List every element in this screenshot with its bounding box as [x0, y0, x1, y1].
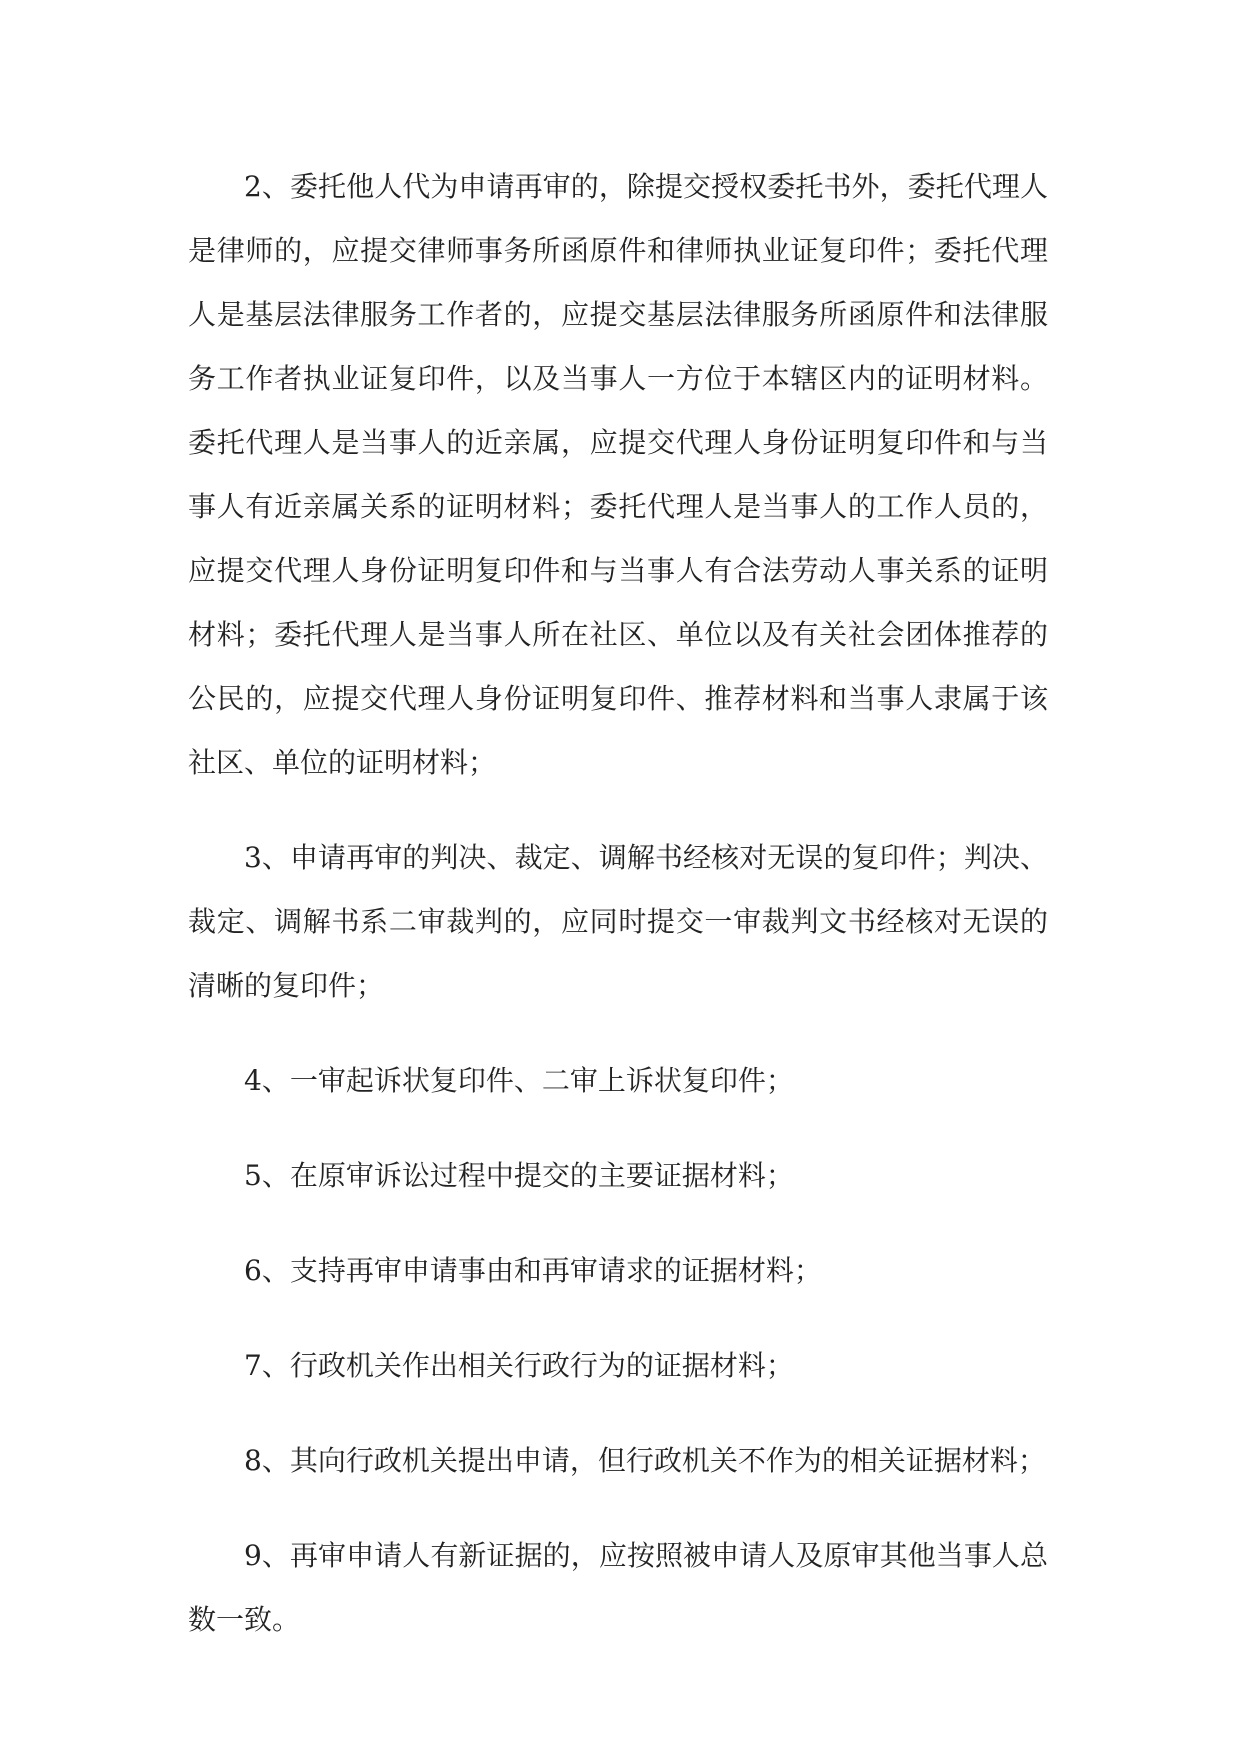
document-body	[188, 155, 1048, 1683]
list-item-4: 4、一审起诉状复印件、二审上诉状复印件；	[244, 1064, 794, 1097]
list-item-9: 9、再审申请人有新证据的，应按照被申请人及原审其他当事人总数一致。	[188, 1539, 1048, 1636]
list-item-3: 3、申请再审的判决、裁定、调解书经核对无误的复印件；判决、裁定、调解书系二审裁判的，应同时提交一审裁判文书经核对无误的清晰的复印件；	[188, 841, 1048, 1002]
list-item-5: 5、在原审诉讼过程中提交的主要证据材料；	[244, 1159, 794, 1192]
list-item-7: 7、行政机关作出相关行政行为的证据材料；	[244, 1349, 794, 1382]
list-item-2: 2、委托他人代为申请再审的，除提交授权委托书外，委托代理人是律师的，应提交律师事务所函原件和律师执业证复印件；委托代理人是基层法律服务工作者的，应提交基层法律服务所函原件和法律服务工作者执业证复印件，以及当事人一方位于本辖区内的证明材料。委托代理人是当事人的近亲属，应提交代理人身份证明复印件和与当事人有近亲属关系的证明材料；委托代理人是当事人的工作人员的，应提交代理人身份证明复印件和与当事人有合法劳动人事关系的证明材料；委托代理人是当事人所在社区、单位以及有关社会团体推荐的公民的，应提交代理人身份证明复印件、推荐材料和当事人隶属于该社区、单位的证明材料；	[188, 170, 1048, 779]
list-item-6: 6、支持再审申请事由和再审请求的证据材料；	[244, 1254, 822, 1287]
list-item-8: 8、其向行政机关提出申请，但行政机关不作为的相关证据材料；	[244, 1444, 1046, 1477]
